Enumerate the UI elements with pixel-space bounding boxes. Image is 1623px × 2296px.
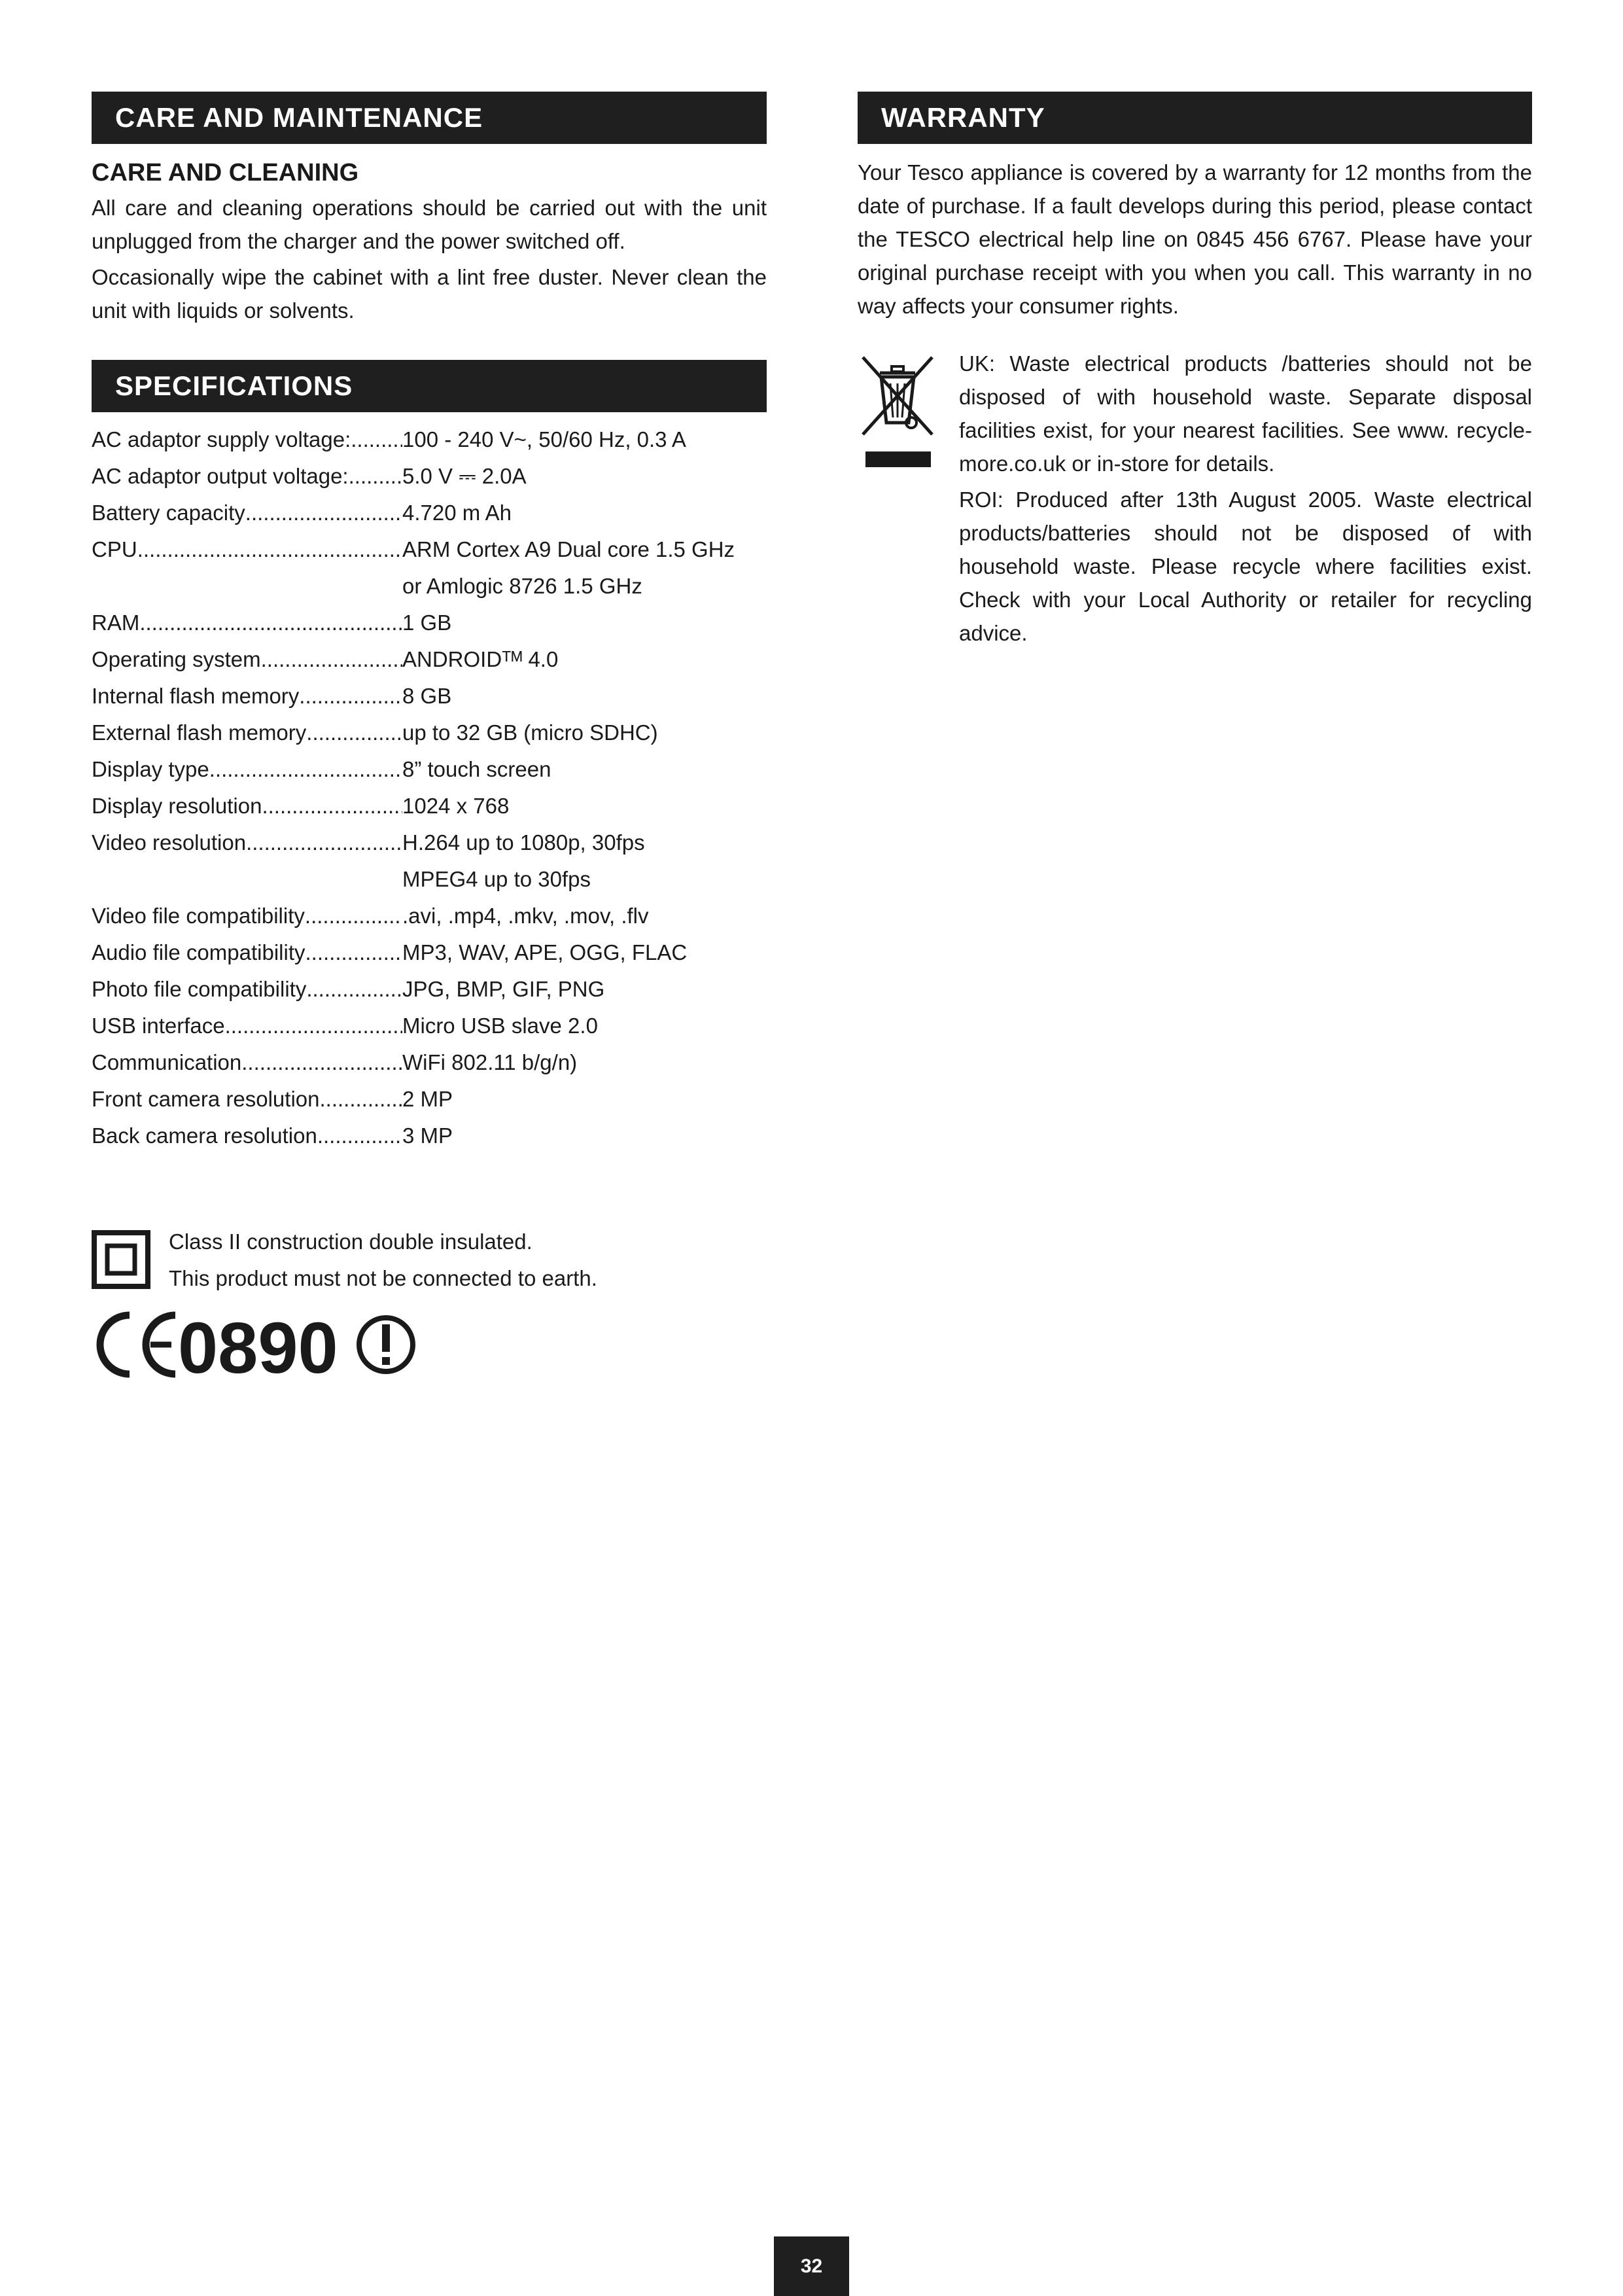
spec-key: Battery capacity [92, 501, 245, 525]
spec-key: Photo file compatibility [92, 977, 307, 1001]
leader-dots [261, 641, 402, 678]
leader-dots [351, 421, 402, 458]
leader-dots [137, 531, 402, 605]
spec-value: 1 GB [402, 610, 452, 635]
spec-key: AC adaptor supply voltage: [92, 427, 351, 451]
spec-key: Video resolution [92, 830, 247, 855]
ce-mark-icon [92, 1302, 432, 1387]
spec-key: USB interface [92, 1014, 225, 1038]
spec-row [92, 531, 767, 605]
spec-key: CPU [92, 537, 137, 561]
spec-row [92, 1118, 767, 1154]
leader-dots [305, 934, 403, 971]
ce-notified-body-number: 0890 [178, 1308, 338, 1387]
spec-key: RAM [92, 610, 140, 635]
spec-value: 8 GB [402, 684, 452, 708]
spec-value: 100 - 240 V~, 50/60 Hz, 0.3 A [402, 427, 686, 451]
care-cleaning-subheading: CARE AND CLEANING [92, 159, 359, 186]
spec-row [92, 971, 767, 1008]
specifications-header: SPECIFICATIONS [92, 360, 767, 412]
care-paragraph-2: Occasionally wipe the cabinet with a lint free duster. Never clean the unit with liquids or solvents. [92, 265, 767, 323]
care-paragraph-1: All care and cleaning operations should be carried out with the unit unplugged from the charger and the power switched off. [92, 196, 767, 253]
spec-key: Internal flash memory [92, 684, 300, 708]
spec-value: ARM Cortex A9 Dual core 1.5 GHz [402, 537, 735, 561]
spec-row [92, 605, 767, 641]
spec-key: Display resolution [92, 794, 262, 818]
spec-value: 1024 x 768 [402, 794, 510, 818]
spec-row [92, 1081, 767, 1118]
spec-key: Operating system [92, 647, 261, 671]
spec-row [92, 751, 767, 788]
leader-dots [209, 751, 402, 788]
leader-dots [306, 971, 402, 1008]
spec-value: ANDROIDᵀᴹ 4.0 [402, 647, 559, 671]
care-maintenance-header: CARE AND MAINTENANCE [92, 92, 767, 144]
weee-crossed-bin-icon [858, 353, 937, 471]
leader-dots [245, 495, 402, 531]
class-ii-line-2: This product must not be connected to earth. [169, 1266, 597, 1290]
spec-row [92, 1008, 767, 1044]
leader-dots [349, 458, 402, 495]
spec-value: 2 MP [402, 1087, 453, 1111]
leader-dots [225, 1008, 402, 1044]
specifications-table [92, 421, 767, 1154]
leader-dots [305, 898, 402, 934]
spec-value: 5.0 V ⎓ 2.0A [402, 464, 527, 488]
spec-row [92, 715, 767, 751]
spec-key: Back camera resolution [92, 1123, 317, 1148]
class-ii-line-1: Class II construction double insulated. [169, 1229, 532, 1254]
leader-dots [319, 1081, 402, 1118]
spec-key: External flash memory [92, 720, 307, 745]
spec-value: H.264 up to 1080p, 30fps [402, 830, 645, 855]
spec-value: up to 32 GB (micro SDHC) [402, 720, 658, 745]
leader-dots [246, 824, 402, 898]
spec-key: Communication [92, 1050, 242, 1074]
spec-row [92, 1044, 767, 1081]
spec-key: AC adaptor output voltage: [92, 464, 349, 488]
spec-row [92, 898, 767, 934]
spec-value: MP3, WAV, APE, OGG, FLAC [402, 940, 688, 964]
leader-dots [299, 678, 402, 715]
spec-value: 8” touch screen [402, 757, 551, 781]
spec-value: Micro USB slave 2.0 [402, 1014, 598, 1038]
spec-row [92, 934, 767, 971]
spec-row [92, 678, 767, 715]
spec-key: Front camera resolution [92, 1087, 320, 1111]
spec-row [92, 788, 767, 824]
page-number: 32 [774, 2236, 849, 2296]
spec-row [92, 824, 767, 898]
warranty-header: WARRANTY [858, 92, 1532, 144]
spec-value: 4.720 m Ah [402, 501, 512, 525]
double-insulated-icon [92, 1230, 150, 1289]
leader-dots [306, 715, 402, 751]
spec-row [92, 495, 767, 531]
spec-key: Display type [92, 757, 209, 781]
weee-uk-text: UK: Waste electrical products /batteries should not be disposed of with household waste. Separate disposal facilities exist, for your nearest facilities. See www. recycle-more.co.uk or in-store for details. [959, 351, 1532, 476]
right-column [858, 92, 1532, 323]
leader-dots [139, 605, 402, 641]
spec-row [92, 641, 767, 678]
leader-dots [241, 1044, 402, 1081]
spec-value: .avi, .mp4, .mkv, .mov, .flv [402, 904, 649, 928]
spec-row [92, 458, 767, 495]
leader-dots [262, 788, 402, 824]
spec-value: 3 MP [402, 1123, 453, 1148]
spec-key: Video file compatibility [92, 904, 305, 928]
left-column [92, 92, 767, 1154]
spec-value: JPG, BMP, GIF, PNG [402, 977, 605, 1001]
warranty-text: Your Tesco appliance is covered by a warranty for 12 months from the date of purchase. If a fault develops during this period, please contact the TESCO electrical help line on 0845 456 6767. Please have your original purchase receipt with you when you call. This warranty in no way affects your consumer rights. [858, 160, 1532, 318]
spec-value-continued: or Amlogic 8726 1.5 GHz [402, 574, 642, 598]
spec-row [92, 421, 767, 458]
spec-value: WiFi 802.11 b/g/n) [402, 1050, 578, 1074]
spec-key: Audio file compatibility [92, 940, 305, 964]
weee-notice [959, 347, 1532, 650]
leader-dots [317, 1118, 402, 1154]
class-ii-notice [92, 1224, 772, 1296]
weee-roi-text: ROI: Produced after 13th August 2005. Waste electrical products/batteries should not be disposed of with household waste. Please recycle where facilities exist. Check with your Local Authority or retailer for recycling advice. [959, 487, 1532, 645]
spec-value-continued: MPEG4 up to 30fps [402, 867, 591, 891]
